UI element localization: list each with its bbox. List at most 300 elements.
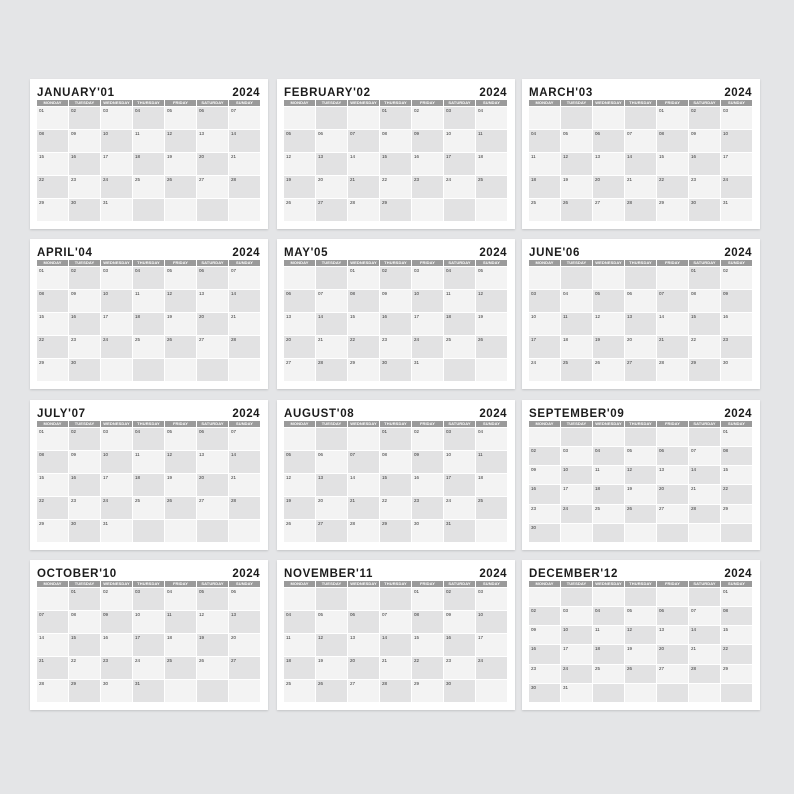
day-cell[interactable] — [229, 176, 260, 198]
day-cell[interactable] — [657, 313, 688, 335]
day-cell[interactable] — [101, 451, 132, 473]
day-cell[interactable] — [133, 290, 164, 312]
day-cell[interactable] — [348, 107, 379, 129]
day-cell[interactable] — [165, 497, 196, 519]
day-cell[interactable] — [657, 447, 688, 465]
day-cell[interactable] — [69, 199, 100, 221]
day-cell[interactable] — [625, 684, 656, 702]
day-cell[interactable] — [625, 485, 656, 503]
day-cell[interactable] — [689, 645, 720, 663]
day-cell[interactable] — [412, 657, 443, 679]
day-cell[interactable] — [165, 130, 196, 152]
day-cell[interactable] — [657, 665, 688, 683]
day-cell[interactable] — [165, 290, 196, 312]
day-cell[interactable] — [165, 588, 196, 610]
day-cell[interactable] — [561, 313, 592, 335]
day-cell[interactable] — [37, 680, 68, 702]
day-cell[interactable] — [101, 657, 132, 679]
day-cell[interactable] — [284, 290, 315, 312]
day-cell[interactable] — [348, 497, 379, 519]
day-cell[interactable] — [412, 428, 443, 450]
day-cell[interactable] — [561, 130, 592, 152]
day-cell[interactable] — [657, 153, 688, 175]
day-cell[interactable] — [593, 130, 624, 152]
day-cell[interactable] — [561, 684, 592, 702]
day-cell[interactable] — [412, 290, 443, 312]
day-cell[interactable] — [197, 336, 228, 358]
day-cell[interactable] — [101, 474, 132, 496]
day-cell[interactable] — [444, 176, 475, 198]
day-cell[interactable] — [165, 336, 196, 358]
day-cell[interactable] — [476, 336, 507, 358]
day-cell[interactable] — [316, 153, 347, 175]
day-cell[interactable] — [529, 524, 560, 542]
day-cell[interactable] — [380, 588, 411, 610]
day-cell[interactable] — [593, 199, 624, 221]
day-cell[interactable] — [593, 359, 624, 381]
day-cell[interactable] — [348, 130, 379, 152]
day-cell[interactable] — [529, 466, 560, 484]
day-cell[interactable] — [380, 153, 411, 175]
day-cell[interactable] — [69, 611, 100, 633]
day-cell[interactable] — [101, 267, 132, 289]
day-cell[interactable] — [284, 520, 315, 542]
day-cell[interactable] — [593, 485, 624, 503]
day-cell[interactable] — [348, 153, 379, 175]
day-cell[interactable] — [529, 176, 560, 198]
day-cell[interactable] — [101, 199, 132, 221]
day-cell[interactable] — [529, 447, 560, 465]
day-cell[interactable] — [284, 267, 315, 289]
day-cell[interactable] — [316, 497, 347, 519]
day-cell[interactable] — [476, 680, 507, 702]
day-cell[interactable] — [316, 428, 347, 450]
day-cell[interactable] — [165, 428, 196, 450]
day-cell[interactable] — [133, 451, 164, 473]
day-cell[interactable] — [625, 359, 656, 381]
day-cell[interactable] — [721, 485, 752, 503]
day-cell[interactable] — [593, 313, 624, 335]
day-cell[interactable] — [657, 359, 688, 381]
day-cell[interactable] — [380, 359, 411, 381]
day-cell[interactable] — [69, 520, 100, 542]
day-cell[interactable] — [476, 176, 507, 198]
day-cell[interactable] — [348, 336, 379, 358]
day-cell[interactable] — [348, 451, 379, 473]
day-cell[interactable] — [412, 359, 443, 381]
day-cell[interactable] — [133, 107, 164, 129]
day-cell[interactable] — [197, 634, 228, 656]
day-cell[interactable] — [561, 505, 592, 523]
day-cell[interactable] — [229, 336, 260, 358]
day-cell[interactable] — [625, 626, 656, 644]
day-cell[interactable] — [721, 199, 752, 221]
day-cell[interactable] — [657, 199, 688, 221]
day-cell[interactable] — [593, 466, 624, 484]
day-cell[interactable] — [69, 634, 100, 656]
day-cell[interactable] — [721, 684, 752, 702]
day-cell[interactable] — [316, 176, 347, 198]
day-cell[interactable] — [561, 199, 592, 221]
day-cell[interactable] — [197, 474, 228, 496]
day-cell[interactable] — [348, 359, 379, 381]
day-cell[interactable] — [625, 130, 656, 152]
day-cell[interactable] — [348, 428, 379, 450]
day-cell[interactable] — [444, 313, 475, 335]
day-cell[interactable] — [476, 497, 507, 519]
day-cell[interactable] — [229, 611, 260, 633]
day-cell[interactable] — [625, 447, 656, 465]
day-cell[interactable] — [229, 451, 260, 473]
day-cell[interactable] — [101, 313, 132, 335]
day-cell[interactable] — [476, 267, 507, 289]
day-cell[interactable] — [316, 267, 347, 289]
day-cell[interactable] — [593, 290, 624, 312]
day-cell[interactable] — [593, 505, 624, 523]
day-cell[interactable] — [625, 199, 656, 221]
day-cell[interactable] — [529, 313, 560, 335]
day-cell[interactable] — [380, 474, 411, 496]
day-cell[interactable] — [721, 336, 752, 358]
day-cell[interactable] — [529, 153, 560, 175]
day-cell[interactable] — [348, 634, 379, 656]
day-cell[interactable] — [412, 611, 443, 633]
day-cell[interactable] — [593, 665, 624, 683]
day-cell[interactable] — [380, 130, 411, 152]
day-cell[interactable] — [348, 267, 379, 289]
day-cell[interactable] — [689, 588, 720, 606]
day-cell[interactable] — [37, 497, 68, 519]
day-cell[interactable] — [133, 474, 164, 496]
day-cell[interactable] — [476, 199, 507, 221]
day-cell[interactable] — [37, 176, 68, 198]
day-cell[interactable] — [229, 199, 260, 221]
day-cell[interactable] — [316, 680, 347, 702]
day-cell[interactable] — [561, 607, 592, 625]
day-cell[interactable] — [689, 466, 720, 484]
day-cell[interactable] — [101, 634, 132, 656]
day-cell[interactable] — [197, 611, 228, 633]
day-cell[interactable] — [348, 611, 379, 633]
day-cell[interactable] — [165, 359, 196, 381]
day-cell[interactable] — [37, 520, 68, 542]
day-cell[interactable] — [529, 267, 560, 289]
day-cell[interactable] — [284, 474, 315, 496]
day-cell[interactable] — [133, 199, 164, 221]
day-cell[interactable] — [689, 267, 720, 289]
day-cell[interactable] — [101, 497, 132, 519]
day-cell[interactable] — [284, 107, 315, 129]
day-cell[interactable] — [284, 336, 315, 358]
day-cell[interactable] — [593, 626, 624, 644]
day-cell[interactable] — [561, 359, 592, 381]
day-cell[interactable] — [197, 176, 228, 198]
day-cell[interactable] — [133, 680, 164, 702]
day-cell[interactable] — [101, 611, 132, 633]
day-cell[interactable] — [69, 428, 100, 450]
day-cell[interactable] — [229, 130, 260, 152]
day-cell[interactable] — [529, 359, 560, 381]
day-cell[interactable] — [444, 267, 475, 289]
day-cell[interactable] — [689, 607, 720, 625]
day-cell[interactable] — [529, 107, 560, 129]
day-cell[interactable] — [101, 153, 132, 175]
day-cell[interactable] — [593, 607, 624, 625]
day-cell[interactable] — [561, 267, 592, 289]
day-cell[interactable] — [348, 176, 379, 198]
day-cell[interactable] — [69, 657, 100, 679]
day-cell[interactable] — [412, 107, 443, 129]
day-cell[interactable] — [529, 485, 560, 503]
day-cell[interactable] — [229, 290, 260, 312]
day-cell[interactable] — [444, 451, 475, 473]
day-cell[interactable] — [657, 267, 688, 289]
day-cell[interactable] — [133, 359, 164, 381]
day-cell[interactable] — [561, 485, 592, 503]
day-cell[interactable] — [625, 176, 656, 198]
day-cell[interactable] — [561, 176, 592, 198]
day-cell[interactable] — [625, 107, 656, 129]
day-cell[interactable] — [476, 359, 507, 381]
day-cell[interactable] — [476, 130, 507, 152]
day-cell[interactable] — [593, 336, 624, 358]
day-cell[interactable] — [69, 588, 100, 610]
day-cell[interactable] — [444, 336, 475, 358]
day-cell[interactable] — [69, 451, 100, 473]
day-cell[interactable] — [229, 153, 260, 175]
day-cell[interactable] — [69, 153, 100, 175]
day-cell[interactable] — [229, 313, 260, 335]
day-cell[interactable] — [165, 107, 196, 129]
day-cell[interactable] — [229, 520, 260, 542]
day-cell[interactable] — [721, 359, 752, 381]
day-cell[interactable] — [625, 267, 656, 289]
day-cell[interactable] — [197, 657, 228, 679]
day-cell[interactable] — [561, 336, 592, 358]
day-cell[interactable] — [133, 497, 164, 519]
day-cell[interactable] — [689, 684, 720, 702]
day-cell[interactable] — [529, 336, 560, 358]
day-cell[interactable] — [412, 313, 443, 335]
day-cell[interactable] — [721, 665, 752, 683]
day-cell[interactable] — [165, 657, 196, 679]
day-cell[interactable] — [197, 290, 228, 312]
day-cell[interactable] — [689, 359, 720, 381]
day-cell[interactable] — [529, 199, 560, 221]
day-cell[interactable] — [165, 474, 196, 496]
day-cell[interactable] — [529, 290, 560, 312]
day-cell[interactable] — [412, 153, 443, 175]
day-cell[interactable] — [316, 359, 347, 381]
day-cell[interactable] — [721, 607, 752, 625]
day-cell[interactable] — [316, 611, 347, 633]
day-cell[interactable] — [37, 634, 68, 656]
day-cell[interactable] — [133, 176, 164, 198]
day-cell[interactable] — [284, 611, 315, 633]
day-cell[interactable] — [593, 267, 624, 289]
day-cell[interactable] — [721, 626, 752, 644]
day-cell[interactable] — [721, 447, 752, 465]
day-cell[interactable] — [165, 313, 196, 335]
day-cell[interactable] — [316, 451, 347, 473]
day-cell[interactable] — [625, 645, 656, 663]
day-cell[interactable] — [229, 634, 260, 656]
day-cell[interactable] — [316, 336, 347, 358]
day-cell[interactable] — [165, 267, 196, 289]
day-cell[interactable] — [165, 451, 196, 473]
day-cell[interactable] — [476, 520, 507, 542]
day-cell[interactable] — [284, 588, 315, 610]
day-cell[interactable] — [316, 474, 347, 496]
day-cell[interactable] — [444, 520, 475, 542]
day-cell[interactable] — [689, 447, 720, 465]
day-cell[interactable] — [348, 588, 379, 610]
day-cell[interactable] — [476, 588, 507, 610]
day-cell[interactable] — [316, 657, 347, 679]
day-cell[interactable] — [37, 267, 68, 289]
day-cell[interactable] — [444, 497, 475, 519]
day-cell[interactable] — [380, 336, 411, 358]
day-cell[interactable] — [529, 665, 560, 683]
day-cell[interactable] — [561, 107, 592, 129]
day-cell[interactable] — [348, 657, 379, 679]
day-cell[interactable] — [380, 107, 411, 129]
day-cell[interactable] — [69, 680, 100, 702]
day-cell[interactable] — [348, 680, 379, 702]
day-cell[interactable] — [69, 176, 100, 198]
day-cell[interactable] — [380, 520, 411, 542]
day-cell[interactable] — [529, 505, 560, 523]
day-cell[interactable] — [284, 680, 315, 702]
day-cell[interactable] — [197, 153, 228, 175]
day-cell[interactable] — [529, 130, 560, 152]
day-cell[interactable] — [721, 588, 752, 606]
day-cell[interactable] — [561, 290, 592, 312]
day-cell[interactable] — [721, 505, 752, 523]
day-cell[interactable] — [593, 524, 624, 542]
day-cell[interactable] — [197, 428, 228, 450]
day-cell[interactable] — [657, 130, 688, 152]
day-cell[interactable] — [444, 474, 475, 496]
day-cell[interactable] — [37, 451, 68, 473]
day-cell[interactable] — [689, 626, 720, 644]
day-cell[interactable] — [316, 290, 347, 312]
day-cell[interactable] — [625, 524, 656, 542]
day-cell[interactable] — [657, 607, 688, 625]
day-cell[interactable] — [625, 665, 656, 683]
day-cell[interactable] — [348, 199, 379, 221]
day-cell[interactable] — [37, 290, 68, 312]
day-cell[interactable] — [348, 290, 379, 312]
day-cell[interactable] — [69, 267, 100, 289]
day-cell[interactable] — [689, 107, 720, 129]
day-cell[interactable] — [229, 267, 260, 289]
day-cell[interactable] — [593, 428, 624, 446]
day-cell[interactable] — [412, 130, 443, 152]
day-cell[interactable] — [69, 130, 100, 152]
day-cell[interactable] — [165, 634, 196, 656]
day-cell[interactable] — [412, 634, 443, 656]
day-cell[interactable] — [657, 290, 688, 312]
day-cell[interactable] — [529, 588, 560, 606]
day-cell[interactable] — [165, 176, 196, 198]
day-cell[interactable] — [689, 313, 720, 335]
day-cell[interactable] — [197, 130, 228, 152]
day-cell[interactable] — [444, 657, 475, 679]
day-cell[interactable] — [561, 428, 592, 446]
day-cell[interactable] — [476, 107, 507, 129]
day-cell[interactable] — [69, 313, 100, 335]
day-cell[interactable] — [657, 626, 688, 644]
day-cell[interactable] — [476, 428, 507, 450]
day-cell[interactable] — [657, 336, 688, 358]
day-cell[interactable] — [412, 497, 443, 519]
day-cell[interactable] — [37, 359, 68, 381]
day-cell[interactable] — [37, 428, 68, 450]
day-cell[interactable] — [625, 588, 656, 606]
day-cell[interactable] — [476, 634, 507, 656]
day-cell[interactable] — [625, 505, 656, 523]
day-cell[interactable] — [229, 474, 260, 496]
day-cell[interactable] — [657, 505, 688, 523]
day-cell[interactable] — [689, 199, 720, 221]
day-cell[interactable] — [197, 267, 228, 289]
day-cell[interactable] — [316, 588, 347, 610]
day-cell[interactable] — [721, 290, 752, 312]
day-cell[interactable] — [444, 428, 475, 450]
day-cell[interactable] — [101, 428, 132, 450]
day-cell[interactable] — [529, 428, 560, 446]
day-cell[interactable] — [316, 313, 347, 335]
day-cell[interactable] — [625, 428, 656, 446]
day-cell[interactable] — [101, 107, 132, 129]
day-cell[interactable] — [197, 359, 228, 381]
day-cell[interactable] — [101, 680, 132, 702]
day-cell[interactable] — [689, 665, 720, 683]
day-cell[interactable] — [37, 130, 68, 152]
day-cell[interactable] — [689, 153, 720, 175]
day-cell[interactable] — [380, 611, 411, 633]
day-cell[interactable] — [476, 153, 507, 175]
day-cell[interactable] — [133, 657, 164, 679]
day-cell[interactable] — [229, 680, 260, 702]
day-cell[interactable] — [69, 290, 100, 312]
day-cell[interactable] — [380, 428, 411, 450]
day-cell[interactable] — [625, 290, 656, 312]
day-cell[interactable] — [657, 524, 688, 542]
day-cell[interactable] — [412, 176, 443, 198]
day-cell[interactable] — [721, 176, 752, 198]
day-cell[interactable] — [657, 684, 688, 702]
day-cell[interactable] — [593, 588, 624, 606]
day-cell[interactable] — [316, 520, 347, 542]
day-cell[interactable] — [721, 466, 752, 484]
day-cell[interactable] — [37, 199, 68, 221]
day-cell[interactable] — [101, 359, 132, 381]
day-cell[interactable] — [689, 290, 720, 312]
day-cell[interactable] — [476, 611, 507, 633]
day-cell[interactable] — [316, 107, 347, 129]
day-cell[interactable] — [444, 359, 475, 381]
day-cell[interactable] — [529, 607, 560, 625]
day-cell[interactable] — [561, 626, 592, 644]
day-cell[interactable] — [721, 107, 752, 129]
day-cell[interactable] — [133, 267, 164, 289]
day-cell[interactable] — [721, 524, 752, 542]
day-cell[interactable] — [133, 130, 164, 152]
day-cell[interactable] — [133, 153, 164, 175]
day-cell[interactable] — [476, 474, 507, 496]
